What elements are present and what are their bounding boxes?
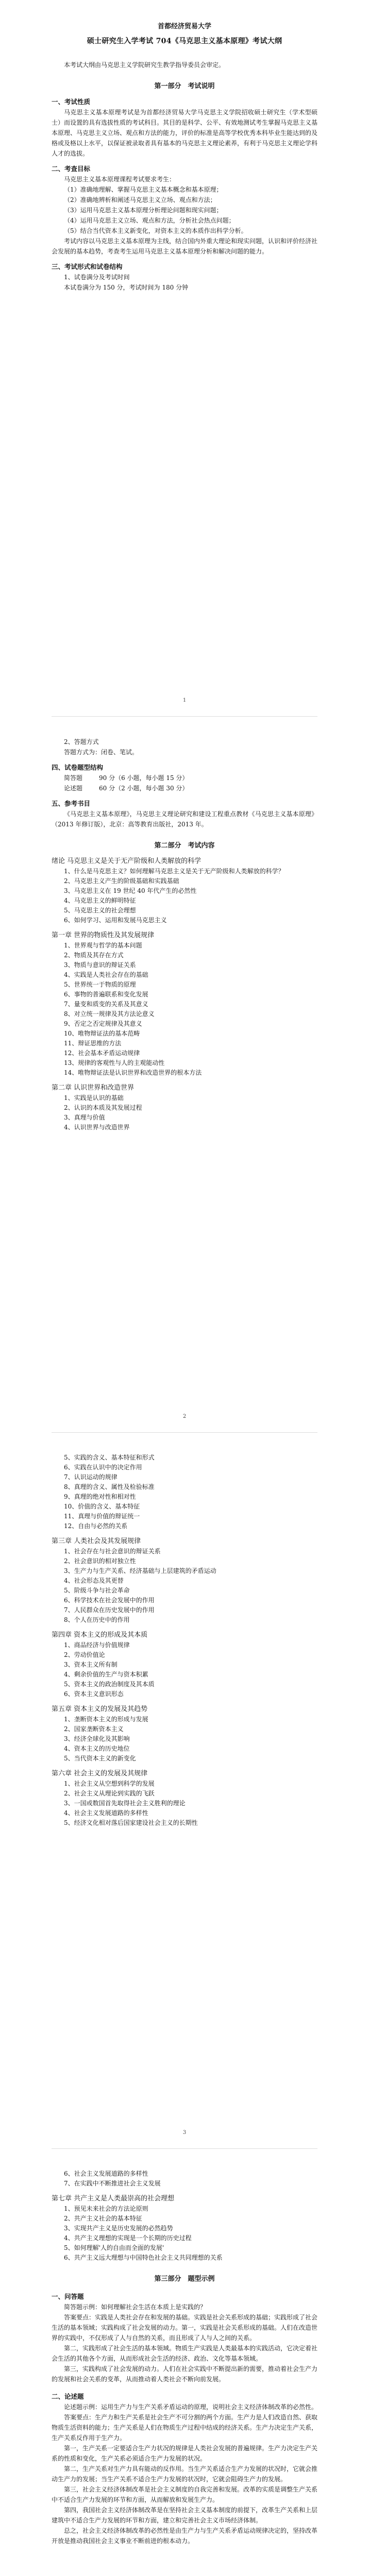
list-item: 2、国家垄断资本主义 [64,1725,124,1733]
list-item: 2、共产主义社会的基本特征 [64,2215,142,2222]
list-item: 1、社会主义从空想到科学的发展 [64,1780,155,1787]
s2-item: （3）运用马克思主义基本原理分析理论问题和现实问题； [64,207,223,214]
university-name: 首都经济贸易大学 [157,23,211,30]
list-item: 7、认识运动的规律 [64,1473,118,1481]
list-item: 10、唯物辩证法的基本范畴 [64,1030,140,1037]
s3-sub2: 2、答题方式 [64,738,99,745]
list-item: 2、马克思主义产生的阶级基础和实践基础 [64,877,179,885]
s3-text: 本试卷满分为 150 分，考试时间为 180 分钟 [64,284,189,291]
list-item: 5、资本主义的政治制度及其本质 [64,1681,155,1688]
list-item: 5、当代资本主义的新变化 [64,1755,136,1762]
part1-title: 第一部分 考试说明 [154,82,215,90]
chapter-2-list [52,1093,317,1132]
list-item: 3、生产力与生产关系、经济基础与上层建筑的矛盾运动 [64,1567,216,1574]
chapter-6-list [52,1779,317,1828]
list-item: 8、对立统一规律及其方法论意义 [64,1010,155,1018]
q2-answer: 答案要点：生产力和生产关系是社会生产不可分割的两个方面。生产力是人们改造自然、获取物质生活资料的能力；生产关系是人们在物质生产过程中结成的经济关系。生产力决定生产关系，生产关系反作用于生产力。 [52,2414,318,2442]
score-row [52,773,317,783]
list-item: 14、唯物辩证法是认识世界和改造世界的根本方法 [64,1069,202,1076]
list-item: 3、一国或数国首先取得社会主义胜利的理论 [64,1800,186,1807]
list-item: 3、真理与价值 [64,1114,105,1121]
s2-text2: 考试内容以马克思主义基本原理为主线，结合国内外重大理论和现实问题，认识和评价经济社会发展的基本趋势，考查考生运用马克思主义基本原理分析和解决问题的能力。 [52,238,318,255]
s1-title: 一、考试性质 [52,98,91,106]
list-item: 4、资本主义的历史地位 [64,1745,130,1752]
chapter-3-list [52,1547,317,1625]
s2-item: （5）结合当代资本主义新变化，对资本主义的本质作出科学分析。 [64,227,247,234]
s3-title: 三、考试形式和试卷结构 [52,263,123,270]
list-item: 1、实践是认识的基础 [64,1094,124,1101]
list-item: 4、认识世界与改造世界 [64,1124,130,1131]
s4-title: 四、试卷题型结构 [52,764,104,771]
list-item: 12、自由与必然的关系 [64,1522,128,1530]
score-row [52,783,317,793]
q2-answer-cont: 第三，社会主义经济体制改革是社会主义制度的自我完善和发展。改革的实质是调整生产关系中不适合生产力发展的环节和方面，从而解放和发展生产力。 [52,2486,318,2503]
q2-answer-cont: 第一，生产关系一定要适合生产力状况的规律是人类社会发展的普遍规律。生产力决定生产关系的性质和变化，生产关系必须适合生产力发展的状况。 [52,2445,318,2462]
s2-item: （4）运用马克思主义立场、观点和方法，分析社会热点问题； [64,217,235,224]
chapter-4-list [52,1640,317,1699]
list-item: 5、马克思主义的社会理想 [64,907,136,914]
document-title: 硕士研究生入学考试 704《马克思主义基本原理》考试大纲 [87,37,282,45]
intro-chapter-list [52,867,317,925]
chapter-4: 第四章 资本主义的形成及其本质 [52,1631,148,1639]
list-item: 1、商品经济与价值规律 [64,1641,130,1649]
q1-title: 一、问答题 [52,2293,84,2300]
score-value: 90 分（6 小题，每小题 15 分） [99,774,189,782]
chapter-1: 第一章 世界的物质性及其发展规律 [52,931,155,939]
score-label: 论述题 [64,785,83,792]
list-item: 4、马克思主义的鲜明特征 [64,897,136,904]
list-item: 10、价值的含义、基本特征 [64,1503,140,1510]
chapter-1-list [52,941,317,1078]
list-item: 6、实践在认识中的决定作用 [64,1464,142,1471]
intro-text: 本考试大纲由马克思主义学院研究生教学指导委员会审定。 [64,61,225,69]
s2-item: （2）准确地辨析和阐述马克思主义立场、观点和方法； [64,196,216,204]
page-2 [0,716,369,1432]
part2-title: 第二部分 考试内容 [154,842,215,850]
list-item: 2、物质及其存在方式 [64,952,124,959]
list-item: 1、什么是马克思主义？如何理解马克思主义是关于无产阶级和人类解放的科学？ [64,868,284,875]
list-item: 12、社会基本矛盾运动规律 [64,1049,140,1057]
q2-title: 二、论述题 [52,2393,84,2400]
chapter-3: 第三章 人类社会及其发展规律 [52,1537,141,1545]
list-item: 2、劳动价值论 [64,1651,105,1658]
list-item: 5、实践的含义、基本特征和形式 [64,1454,155,1461]
chapter-7: 第七章 共产主义是人类最崇高的社会理想 [52,2195,175,2202]
list-item: 5、阶级斗争与社会革命 [64,1587,130,1594]
list-item: 8、真理的含义、属性及检验标准 [64,1483,155,1490]
chapter-5-list [52,1715,317,1764]
q2-answer-cont: 第二，生产关系对生产力具有能动的反作用。当生产关系适合生产力发展的状况时，它就会推动生产力的发展；当生产关系不适合生产力发展的状况时，它就会阻碍生产力的发展。 [52,2465,318,2483]
q2-answer-cont: 总之，社会主义经济体制改革的必然性是由生产力与生产关系矛盾运动规律决定的，坚持改革开放是推动我国社会主义事业不断前进的根本动力。 [52,2527,318,2545]
chapter-5: 第五章 资本主义的发展及其趋势 [52,1705,148,1713]
page-3 [0,1432,369,2148]
list-item: 1、世界观与哲学的基本问题 [64,942,142,949]
list-item: 4、社会形态及其更替 [64,1577,124,1584]
page-4 [0,2148,369,2576]
score-value: 60 分（2 小题，每小题 30 分） [99,785,189,792]
list-item: 7、在实践中不断推进社会主义发展 [64,2180,161,2187]
list-item: 4、实践是人类社会存在的基础 [64,971,148,978]
list-item: 1、社会存在与社会意识的辩证关系 [64,1548,161,1555]
list-item: 1、垄断资本主义的形成与发展 [64,1716,148,1723]
list-item: 3、经济全球化及其影响 [64,1735,130,1742]
q1-question: 简答题示例：如何理解社会生活在本质上是实践的？ [64,2303,207,2311]
list-item: 5、如何理解'人的自由而全面的发展' [64,2244,164,2251]
list-item: 3、马克思主义在 19 世纪 40 年代产生的必然性 [64,887,197,894]
list-item: 9、真理的绝对性和相对性 [64,1493,136,1500]
part3-title: 第三部分 题型示例 [154,2275,215,2283]
list-item: 6、如何学习、运用和发展马克思主义 [64,917,167,924]
page-number: 3 [182,2130,187,2136]
list-item: 11、真理与价值的辩证统一 [64,1513,140,1520]
list-item: 4、共产主义理想的实现是一个长期的历史过程 [64,2234,192,2242]
s2-item: （1）准确地理解、掌握马克思主义基本概念和基本原理； [64,186,223,193]
s3-sub: 1、试卷满分及考试时间 [64,274,130,281]
list-item: 3、物质与意识的辩证关系 [64,961,136,969]
q1-answer-3: 第三，实践构成了社会发展的动力。人们在社会实践中不断提出新的需要，推动着社会生产力的发展和社会关系的变革，从而推动着人类社会不断向前发展。 [52,2365,318,2383]
page-1 [0,0,369,716]
chapter-6-list-cont [52,2169,317,2189]
q1-answer: 答案要点：实践是人类社会存在和发展的基础。实践是社会关系形成的基础；实践形成了社会生活的基本领域；实践构成了社会发展的动力。第一，实践是社会关系形成的基础。人们在改造世界的实践中，不仅形成了人与自然的关系，而且形成了人与人之间的关系。 [52,2314,318,2342]
list-item: 6、资本主义意识形态 [64,1690,124,1698]
list-item: 7、量变和质变的关系及其意义 [64,1001,148,1008]
chapter-2-list-cont [52,1453,317,1531]
q2-question: 论述题示例：运用生产力与生产关系矛盾运动的原理，说明社会主义经济体制改革的必然性。 [64,2403,318,2411]
list-item: 5、世界统一于物质的原理 [64,981,136,988]
page-number: 1 [182,698,187,703]
list-item: 2、社会意识的相对独立性 [64,1557,136,1565]
list-item: 6、事物的普遍联系和变化发展 [64,991,148,998]
chapter-2: 第二章 认识世界和改造世界 [52,1084,135,1092]
list-item: 3、资本主义所有制 [64,1661,118,1668]
score-label: 简答题 [64,774,83,782]
list-item: 6、科学技术在社会发展中的作用 [64,1597,155,1604]
list-item: 7、人民群众在历史发展中的作用 [64,1606,155,1614]
s1-text: 马克思主义基本原理考试是为首都经济贸易大学马克思主义学院招收硕士研究生（学术型硕士）而设置的具有选拔性质的考试科目。其目的是科学、公平、有效地测试考生掌握马克思主义基本原理、马克思主义立场、观点和方法的能力，评价的标准是高等学校优秀本科毕业生能达到的及格或及格以上水平，以保证被录取者具有基本的马克思主义理论素养，有利于马克思主义理论学科人才的选拔。 [52,109,318,157]
s5-title: 五、参考书目 [52,800,91,807]
list-item: 9、否定之否定规律及其意义 [64,1020,142,1027]
list-item: 4、剩余价值的生产与资本积累 [64,1671,148,1678]
s2-title: 二、考查目标 [52,165,91,173]
list-item: 2、认识的本质及其发展过程 [64,1104,142,1111]
chapter-6: 第六章 社会主义的发展及其规律 [52,1770,148,1777]
q2-answer-cont: 第四，我国社会主义经济体制改革是在坚持社会主义基本制度的前提下，改革生产关系和上层建筑中不适合生产力发展的环节和方面，建立和完善社会主义市场经济体制。 [52,2506,318,2524]
list-item: 1、预见未来社会的方法论原则 [64,2205,148,2212]
list-item: 5、经济文化相对落后国家建设社会主义的长期性 [64,1819,198,1826]
list-item: 8、个人在历史中的作用 [64,1616,130,1623]
list-item: 3、实现共产主义是历史发展的必然趋势 [64,2225,173,2232]
list-item: 4、社会主义发展道路的多样性 [64,1809,148,1817]
s2-intro: 马克思主义基本原理课程考试要求考生： [64,176,176,183]
list-item: 6、共产主义远大理想与中国特色社会主义共同理想的关系 [64,2254,223,2261]
s5-text: 《马克思主义基本原理》，马克思主义理论研究和建设工程重点教材《马克思主义基本原理》（2013 年修订版），北京：高等教育出版社，2013 年。 [52,810,317,828]
list-item: 2、社会主义从理论到实践的飞跃 [64,1790,155,1797]
s3-text2: 答题方式为：闭卷、笔试。 [64,749,139,756]
list-item: 13、规律的客观性与人的主观能动性 [64,1059,165,1066]
page-number: 2 [182,1414,187,1419]
chapter-7-list [52,2204,317,2263]
list-item: 11、辩证思维的方法 [64,1040,122,1047]
list-item: 6、社会主义发展道路的多样性 [64,2170,148,2177]
intro-chapter: 绪论 马克思主义是关于无产阶级和人类解放的科学 [52,857,202,865]
q1-answer-2: 第二，实践形成了社会生活的基本领域。物质生产实践是人类最基本的实践活动，它决定着社会生活的其他各个方面，从而形成社会生活的经济、政治、文化等基本领域。 [52,2345,318,2362]
